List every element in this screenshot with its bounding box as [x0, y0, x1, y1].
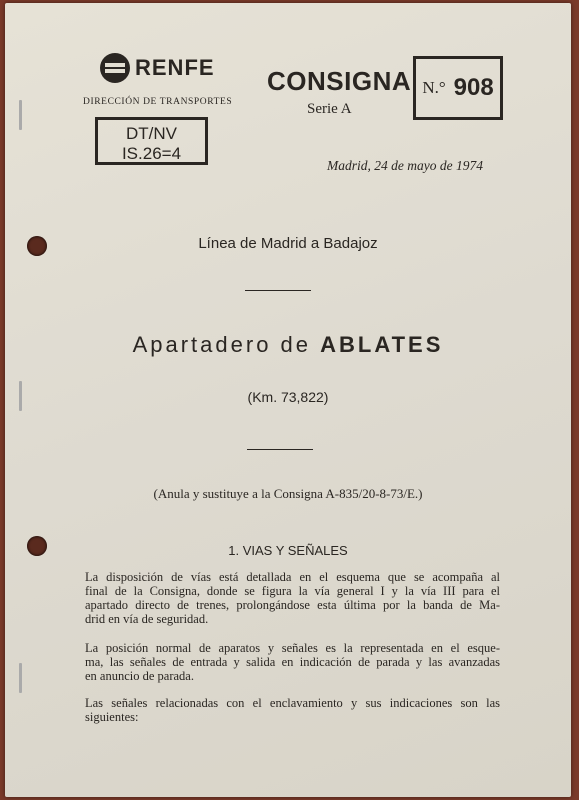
text-line: La posición normal de aparatos y señales es la representada en el esque-: [85, 641, 500, 655]
kilometer-point: (Km. 73,822): [247, 389, 329, 405]
renfe-logo: [100, 53, 215, 83]
renfe-logo-icon: [100, 53, 130, 83]
paragraph: [85, 696, 500, 724]
annulment-note: (Anula y sustituye a la Consigna A-835/20-8-73/E.): [153, 486, 423, 501]
paragraph: [85, 641, 500, 683]
page-title: [5, 332, 571, 358]
text-line: Las señales relacionadas con el enclavamiento y sus indicaciones son las: [85, 696, 500, 710]
text-line: ma, las señales de entrada y salida en indicación de parada y las avanzadas: [85, 655, 500, 669]
number-box: [413, 56, 503, 120]
document-date: Madrid, 24 de mayo de 1974: [327, 158, 483, 173]
text-line: final de la Consigna, donde se figura la vía general I y la vía III para el: [85, 584, 500, 598]
divider: [245, 290, 311, 291]
document-type: CONSIGNA: [267, 66, 412, 96]
line-name: Línea de Madrid a Badajoz: [198, 235, 378, 252]
text-line: siguientes:: [85, 710, 139, 724]
number-label: N.°: [422, 78, 446, 97]
staple-mark: [19, 100, 22, 130]
staple-mark: [19, 663, 22, 693]
text-line: La disposición de vías está detallada en el esquema que se acompaña al: [85, 570, 500, 584]
text-line: apartado directo de trenes, prolongándose esta última por la banda de Ma-: [85, 598, 500, 612]
department-name: DIRECCIÓN DE TRANSPORTES: [83, 97, 233, 107]
title-station: ABLATES: [320, 332, 444, 357]
document-page: [5, 3, 571, 797]
title-prefix: Apartadero de: [132, 332, 312, 357]
logo-text: RENFE: [135, 55, 215, 80]
text-line: drid en vía de seguridad.: [85, 612, 209, 626]
paragraph: [85, 570, 500, 626]
reference-code-box: [95, 117, 208, 165]
code-line-1: DT/NV: [126, 124, 177, 143]
divider: [247, 449, 313, 450]
serie-label: Serie A: [307, 101, 352, 117]
number-value: 908: [453, 74, 494, 101]
code-line-2: IS.26=4: [121, 144, 182, 163]
section-heading: 1. VIAS Y SEÑALES: [228, 543, 348, 558]
text-line: en anuncio de parada.: [85, 669, 194, 683]
